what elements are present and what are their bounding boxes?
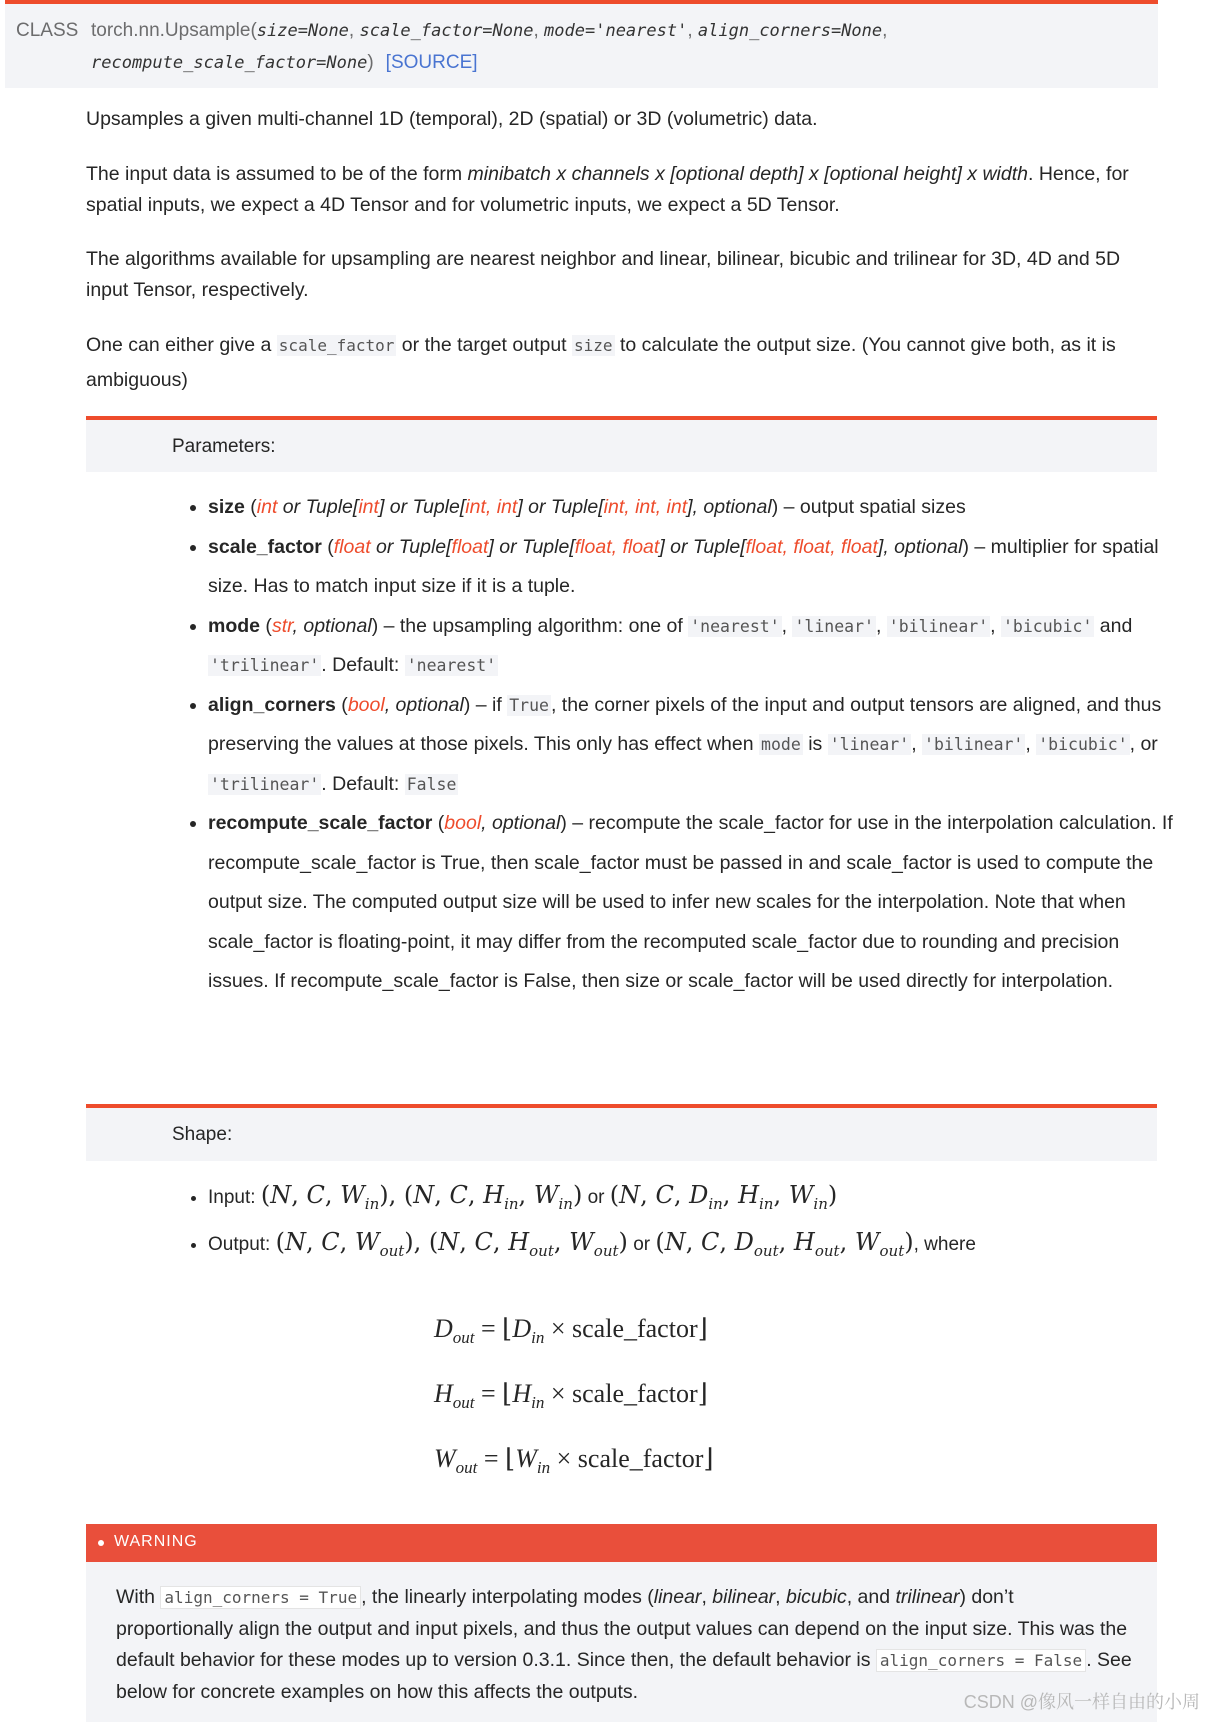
intro-paragraph: One can either give a scale_factor or the target output size to calculate the output size. (You cannot give both, as it is ambiguous): [86, 334, 1116, 391]
equation-w-out: $W_{out}$ = $⌊W_{in}$ × scale_factor⌋: [434, 1444, 714, 1478]
signature-line-2: recompute_scale_factor=None) [SOURCE]: [91, 52, 478, 73]
param-size: • size (int or Tuple[int] or Tuple[int, int] or Tuple[int, int, int], optional) – output spatial sizes: [208, 488, 1180, 528]
class-signature: [5, 0, 1158, 88]
intro-paragraph: Upsamples a given multi-channel 1D (temporal), 2D (spatial) or 3D (volumetric) data.: [86, 108, 818, 130]
bullet-icon: [98, 1540, 104, 1546]
watermark: CSDN @像风一样自由的小周: [963, 1692, 1200, 1712]
equation-d-out: $D_{out}$ = $⌊D_{in}$ × scale_factor⌋: [434, 1314, 708, 1348]
source-link[interactable]: [SOURCE]: [385, 52, 478, 73]
shape-list: [186, 1176, 976, 1270]
param-recompute-scale-factor: • recompute_scale_factor (bool, optional) – recompute the scale_factor for use in the interpolation calculation. If recompute_scale_factor is True, then scale_factor must be passed in and scale_factor is used to compute the output size. The computed output size will be used to infer new scales for the interpolation. Note that when scale_factor is floating-point, it may differ from the recomputed scale_factor due to rounding and precision issues. If recompute_scale_factor is False, then size or scale_factor will be used directly for interpolation.: [208, 804, 1180, 1002]
param-scale-factor: • scale_factor (float or Tuple[float] or Tuple[float, float] or Tuple[float, float, float], optional) – multiplier for spatial size. Has to match input size if it is a tuple.: [208, 528, 1180, 607]
param-sig: scale_factor=None: [359, 21, 534, 41]
class-name: torch.nn.Upsample: [91, 20, 251, 41]
parameters-header: [86, 416, 1157, 472]
parameters-list: [186, 488, 1180, 1002]
param-sig: align_corners=None: [697, 21, 883, 41]
shape-title: Shape:: [172, 1124, 233, 1145]
shape-output: • Output: (N, C, $W_{out}$), (N, C, $H_{out}$, $W_{out}$) or (N, C, $D_{out}$, $H_{out}$, $W_{out}$), where: [208, 1223, 976, 1270]
class-label: CLASS: [16, 20, 79, 41]
param-sig: recompute_scale_factor=None: [91, 53, 368, 73]
param-mode: • mode (str, optional) – the upsampling algorithm: one of 'nearest' , 'linear' , 'bilinear' , 'bicubic' and 'trilinear' . Default: 'nearest': [208, 607, 1180, 686]
param-align-corners: • align_corners (bool, optional) – if True , the corner pixels of the input and output tensors are aligned, and thus preserving the values at those pixels. This only has effect when mode is 'linear' , 'bilinear' , 'bicubic' , or 'trilinear' . Default: False: [208, 686, 1180, 805]
param-sig: mode='nearest': [544, 21, 688, 41]
intro-paragraph: The input data is assumed to be of the form minibatch x channels x [optional depth] x [optional height] x width. Hence, for spatial inputs, we expect a 4D Tensor and for volumetric inputs, we expect a 5D Tensor.: [86, 163, 1129, 216]
warning-title: WARNING: [114, 1533, 198, 1550]
param-sig: size=None: [256, 21, 349, 41]
shape-input: • Input: (N, C, $W_{in}$), (N, C, $H_{in}$, $W_{in}$) or (N, C, $D_{in}$, $H_{in}$, $W_{in}$): [208, 1176, 976, 1223]
intro-paragraph: The algorithms available for upsampling are nearest neighbor and linear, bilinear, bicubic and trilinear for 3D, 4D and 5D input Tensor, respectively.: [86, 248, 1121, 301]
warning-text: With align_corners = True , the linearly interpolating modes (linear, bilinear, bicubic, and trilinear) don’t proportionally align the output and input pixels, and thus the output values can depend on the input size. This was the default behavior for these modes up to version 0.3.1. Since then, the default behavior is align_corners = False . See below for concrete examples on how this affects the outputs.: [116, 1586, 1132, 1703]
warning-header: [86, 1524, 1157, 1562]
signature-line-1: torch.nn.Upsample(size=None, scale_factor=None, mode='nearest', align_corners=None,: [91, 20, 888, 41]
equation-h-out: $H_{out}$ = $⌊H_{in}$ × scale_factor⌋: [434, 1379, 708, 1413]
shape-header: [86, 1104, 1157, 1161]
parameters-title: Parameters:: [172, 436, 276, 457]
